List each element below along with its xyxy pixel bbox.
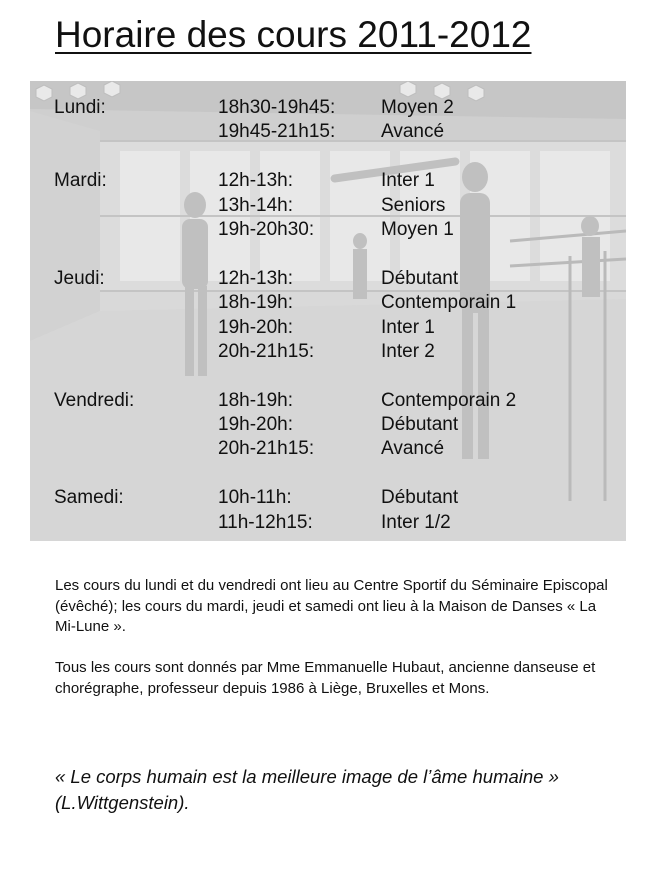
schedule-table	[54, 96, 614, 541]
time-slot: 20h-21h15:	[218, 340, 315, 362]
time-slot: 13h-14h:	[218, 194, 294, 216]
course-level: Inter 1	[381, 170, 435, 192]
course-level: Débutant	[381, 487, 459, 509]
course-level: Inter 1/2	[381, 511, 451, 533]
course-level: Avancé	[381, 438, 445, 460]
schedule-row	[54, 218, 614, 242]
schedule-row	[54, 486, 614, 510]
day-group-vendredi	[54, 389, 614, 462]
time-slot: 11h-12h15:	[218, 511, 313, 533]
day-group-mardi	[54, 169, 614, 242]
time-slot: 19h-20h30:	[218, 218, 315, 240]
schedule-row	[54, 389, 614, 413]
course-level: Avancé	[381, 121, 445, 143]
teacher-paragraph: Tous les cours sont donnés par Mme Emmanuelle Hubaut, ancienne danseuse et chorégraphe, professeur depuis 1986 à Liège, Bruxelles et Mons.	[55, 659, 596, 697]
page-title: Horaire des cours 2011-2012	[55, 14, 532, 55]
time-slot: 10h-11h:	[218, 487, 292, 509]
course-level: Contemporain 2	[381, 389, 517, 411]
course-level: Seniors	[381, 194, 446, 216]
schedule-panel	[30, 81, 626, 541]
course-level: Inter 1	[381, 316, 435, 338]
time-slot: 19h-20h:	[218, 316, 294, 338]
day-label: Mardi:	[54, 170, 107, 192]
course-level: Moyen 1	[381, 218, 454, 240]
schedule-row	[54, 194, 614, 218]
course-level: Débutant	[381, 267, 459, 289]
locations-paragraph: Les cours du lundi et du vendredi ont lieu au Centre Sportif du Séminaire Episcopal (évêché); les cours du mardi, jeudi et samedi ont lieu à la Maison de Danses « La Mi-Lune ».	[55, 577, 608, 635]
time-slot: 18h-19h:	[218, 292, 294, 314]
course-level: Contemporain 1	[381, 292, 517, 314]
day-label: Vendredi:	[54, 389, 135, 411]
day-group-jeudi	[54, 267, 614, 365]
course-level: Inter 2	[381, 340, 435, 362]
schedule-row	[54, 316, 614, 340]
time-slot: 12h-13h:	[218, 170, 294, 192]
day-label: Lundi:	[54, 97, 106, 118]
day-group-samedi	[54, 486, 614, 535]
course-level: Débutant	[381, 414, 459, 436]
schedule-row	[54, 413, 614, 437]
time-slot: 18h-19h:	[218, 389, 294, 411]
schedule-row	[54, 169, 614, 193]
schedule-row	[54, 437, 614, 461]
schedule-row	[54, 291, 614, 315]
schedule-row	[54, 267, 614, 291]
time-slot: 12h-13h:	[218, 267, 294, 289]
schedule-row	[54, 511, 614, 535]
time-slot: 20h-21h15:	[218, 438, 315, 460]
day-label: Samedi:	[54, 487, 124, 509]
course-level: Moyen 2	[381, 97, 454, 118]
schedule-row	[54, 120, 614, 144]
time-slot: 18h30-19h45:	[218, 97, 336, 118]
day-group-lundi	[54, 96, 614, 145]
day-label: Jeudi:	[54, 267, 105, 289]
wittgenstein-quote: « Le corps humain est la meilleure image de l’âme humaine » (L.Wittgenstein).	[55, 766, 559, 813]
time-slot: 19h-20h:	[218, 414, 294, 436]
schedule-row	[54, 340, 614, 364]
time-slot: 19h45-21h15:	[218, 121, 336, 143]
schedule-row	[54, 96, 614, 120]
